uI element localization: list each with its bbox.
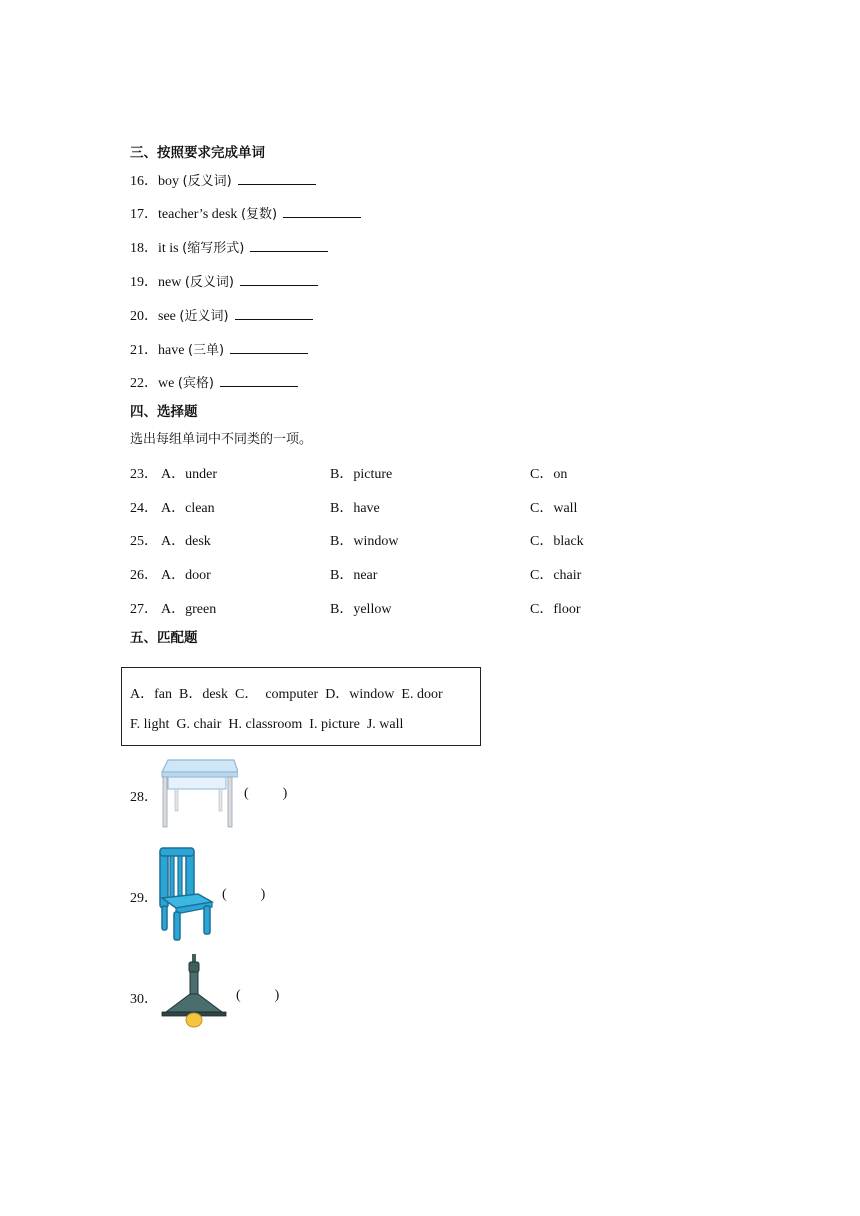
question-requirement: (近义词)	[179, 309, 229, 324]
option-c[interactable]: C．floor	[530, 602, 581, 617]
question-number: 28．	[130, 790, 158, 805]
chair-icon	[158, 846, 214, 942]
question-requirement: (三单)	[187, 343, 225, 358]
close-paren: )	[260, 887, 266, 902]
question-21	[130, 339, 308, 359]
answer-blank[interactable]	[220, 374, 298, 387]
question-word: have	[158, 343, 185, 358]
question-number: 25．	[130, 534, 158, 549]
question-number: 19．	[130, 275, 158, 290]
answer-parentheses[interactable]	[244, 786, 287, 802]
question-number: 29．	[130, 891, 158, 906]
word-bank-line-2: F. light G. chair H. classroom I. picture J. wall	[130, 717, 404, 732]
open-paren: (	[236, 988, 241, 1003]
open-paren: (	[222, 887, 227, 902]
option-c[interactable]: C．on	[530, 467, 568, 482]
option-b[interactable]: B．near	[330, 568, 378, 583]
question-number: 17．	[130, 207, 158, 222]
option-a[interactable]: A．door	[161, 568, 211, 583]
question-number: 30．	[130, 992, 158, 1007]
answer-blank[interactable]	[230, 341, 308, 354]
question-word: see	[158, 309, 176, 324]
question-20	[130, 305, 313, 325]
question-word: boy	[158, 174, 179, 189]
question-number: 23．	[130, 467, 158, 482]
question-requirement: (反义词)	[182, 174, 232, 189]
option-c[interactable]: C．wall	[530, 501, 578, 516]
answer-blank[interactable]	[283, 205, 361, 218]
question-requirement: (缩写形式)	[182, 241, 245, 256]
question-requirement: (宾格)	[177, 376, 214, 391]
word-bank-box	[121, 667, 481, 746]
question-17	[130, 203, 361, 223]
question-16	[130, 170, 316, 190]
answer-parentheses[interactable]	[222, 887, 265, 903]
question-requirement: (复数)	[240, 207, 278, 222]
question-number: 22．	[130, 376, 158, 391]
question-22	[130, 372, 298, 392]
desk-icon	[158, 758, 238, 828]
option-a[interactable]: A．desk	[161, 534, 211, 549]
answer-blank[interactable]	[235, 307, 313, 320]
option-c[interactable]: C．chair	[530, 568, 582, 583]
question-word: it is	[158, 241, 179, 256]
question-word: new	[158, 275, 182, 290]
section4-title: 四、选择题	[130, 404, 198, 420]
close-paren: )	[274, 988, 280, 1003]
question-number: 20．	[130, 309, 158, 324]
section5-title: 五、匹配题	[130, 630, 198, 646]
question-number: 26．	[130, 568, 158, 583]
question-19	[130, 271, 318, 291]
question-word: we	[158, 376, 175, 391]
question-number: 16．	[130, 174, 158, 189]
option-b[interactable]: B．yellow	[330, 602, 392, 617]
option-a[interactable]: A．under	[161, 467, 217, 482]
word-bank-line-1: A．fan B．desk C． computer D．window E. door	[130, 687, 443, 702]
section3-title: 三、按照要求完成单词	[130, 145, 265, 161]
option-b[interactable]: B．window	[330, 534, 399, 549]
question-word: teacher’s desk	[158, 207, 238, 222]
option-b[interactable]: B．picture	[330, 467, 393, 482]
question-18	[130, 237, 328, 257]
question-number: 21．	[130, 343, 158, 358]
question-number: 27．	[130, 602, 158, 617]
answer-blank[interactable]	[238, 172, 316, 185]
question-number: 18．	[130, 241, 158, 256]
option-c[interactable]: C．black	[530, 534, 584, 549]
question-number: 24．	[130, 501, 158, 516]
open-paren: (	[244, 786, 249, 801]
close-paren: )	[282, 786, 288, 801]
section4-instruction: 选出每组单词中不同类的一项。	[130, 432, 313, 447]
answer-parentheses[interactable]	[236, 988, 279, 1004]
answer-blank[interactable]	[250, 239, 328, 252]
option-a[interactable]: A．green	[161, 602, 217, 617]
lamp-icon	[160, 954, 228, 1030]
option-b[interactable]: B．have	[330, 501, 380, 516]
question-requirement: (反义词)	[184, 275, 234, 290]
answer-blank[interactable]	[240, 273, 318, 286]
option-a[interactable]: A．clean	[161, 501, 215, 516]
